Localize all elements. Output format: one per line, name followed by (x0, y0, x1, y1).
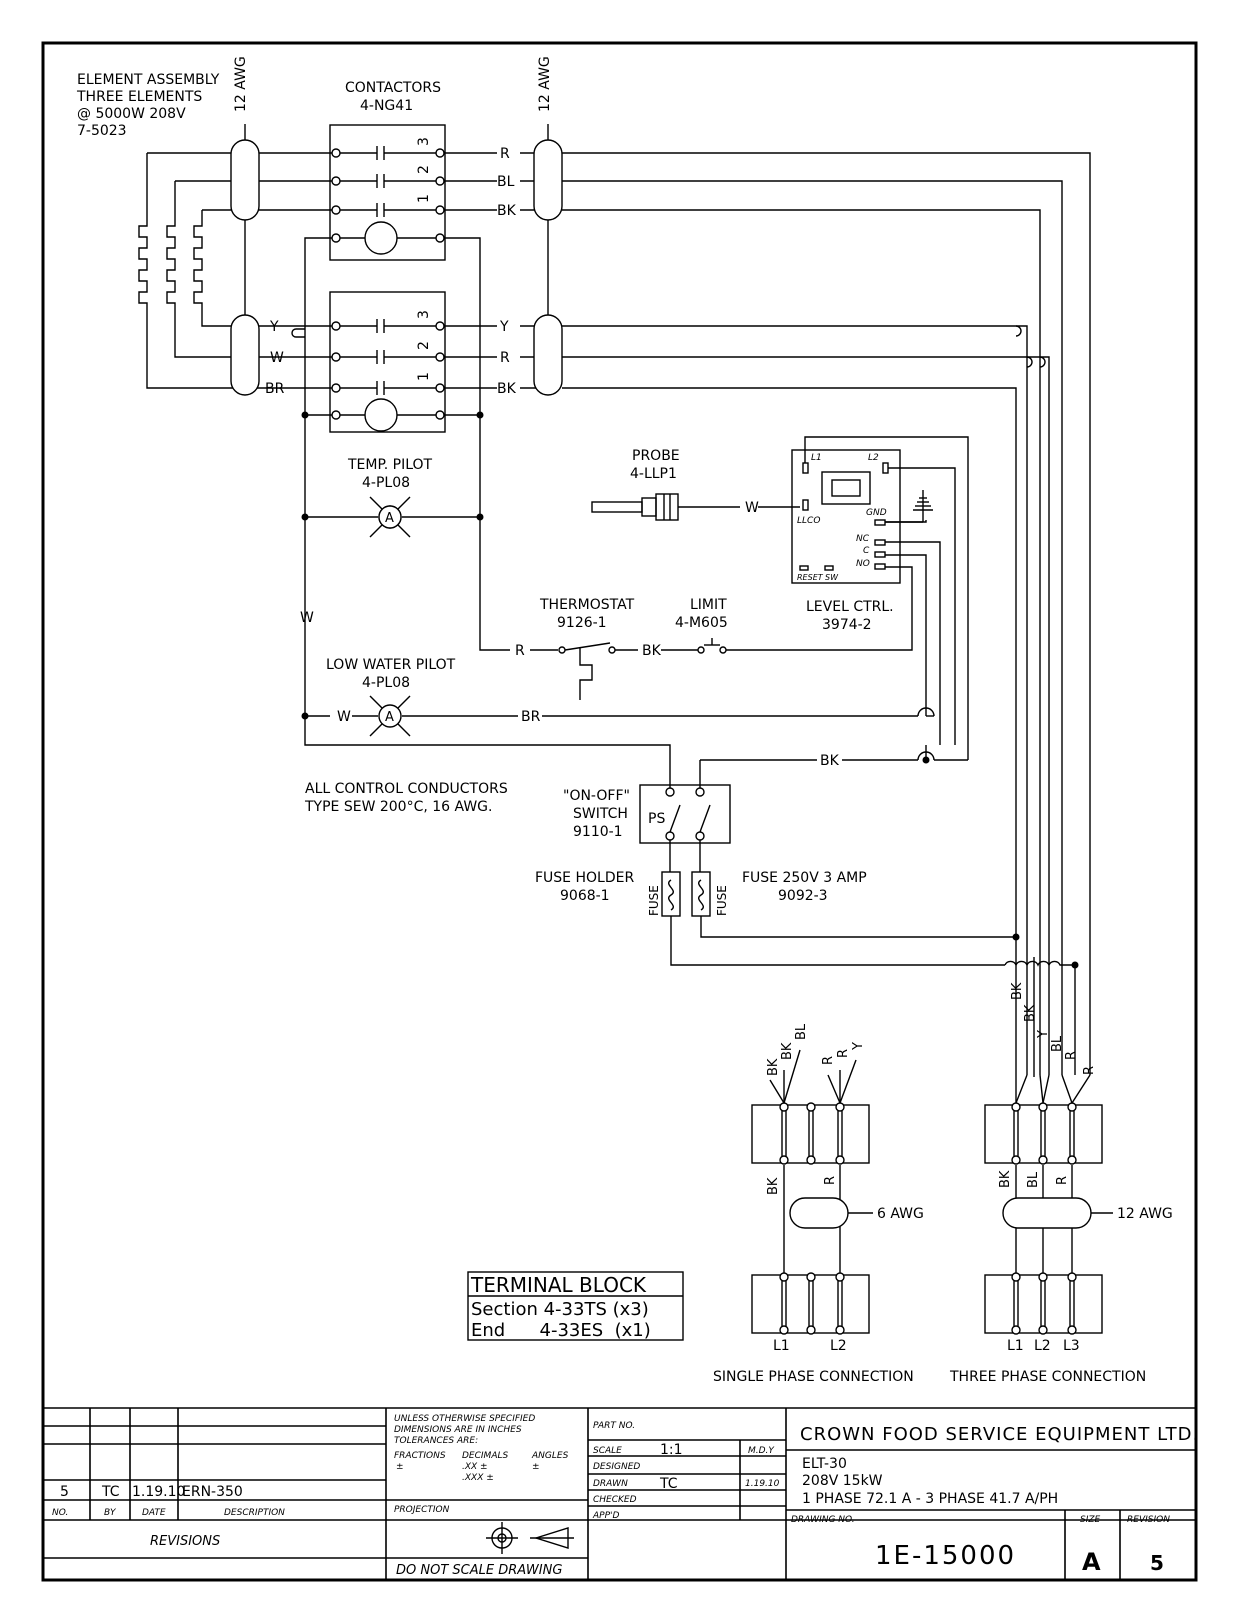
thermostat-switch (530, 638, 726, 700)
svg-text:Y: Y (1036, 1030, 1051, 1038)
svg-text:R: R (821, 1055, 836, 1065)
element-assembly-label (76, 72, 220, 139)
svg-text:L3: L3 (1063, 1338, 1080, 1354)
svg-text:BK: BK (497, 203, 516, 219)
junction-dots-right (1013, 934, 1079, 969)
svg-text:9126-1: 9126-1 (557, 615, 607, 631)
svg-text:L1: L1 (773, 1338, 790, 1354)
svg-text:BR: BR (521, 709, 541, 725)
svg-text:ELT-30: ELT-30 (802, 1456, 847, 1472)
svg-text:1: 1 (416, 372, 432, 381)
svg-text:9110-1: 9110-1 (573, 824, 623, 840)
svg-text:4-M605: 4-M605 (675, 615, 728, 631)
temp-pilot-letter: A (385, 511, 394, 526)
svg-text:PROJECTION: PROJECTION (394, 1505, 450, 1515)
svg-text:L2: L2 (868, 453, 879, 463)
svg-text:7-5023: 7-5023 (77, 123, 127, 139)
contactor-lower-numbers (416, 310, 432, 381)
thermostat-wire-labels (515, 643, 662, 659)
svg-text:DESIGNED: DESIGNED (593, 1462, 641, 1472)
svg-text:4-NG41: 4-NG41 (360, 98, 414, 114)
svg-text:LIMIT: LIMIT (690, 597, 727, 613)
svg-text:12 AWG: 12 AWG (1117, 1206, 1173, 1222)
svg-text:6 AWG: 6 AWG (877, 1206, 924, 1222)
single-phase-title: SINGLE PHASE CONNECTION (713, 1369, 914, 1385)
svg-text:LOW WATER PILOT: LOW WATER PILOT (326, 657, 456, 673)
svg-text:SCALE: SCALE (593, 1446, 622, 1456)
cable-bundle-left (231, 124, 259, 395)
svg-text:9092-3: 9092-3 (778, 888, 828, 904)
svg-text:1.19.10: 1.19.10 (132, 1484, 186, 1500)
svg-text:CONTACTORS: CONTACTORS (345, 80, 442, 96)
svg-text:5: 5 (1150, 1551, 1164, 1575)
contactors-label (345, 80, 441, 114)
svg-text:R: R (1064, 1050, 1079, 1060)
svg-text:ANGLES: ANGLES (532, 1451, 569, 1461)
on-off-switch (640, 785, 730, 872)
svg-text:SIZE: SIZE (1080, 1515, 1101, 1525)
svg-text:R: R (515, 643, 525, 659)
fuse-words (647, 885, 729, 916)
svg-text:3: 3 (416, 310, 432, 319)
svg-text:±: ± (396, 1462, 404, 1472)
svg-text:1: 1 (416, 194, 432, 203)
svg-text:DATE: DATE (142, 1508, 166, 1518)
svg-text:L2: L2 (1034, 1338, 1051, 1354)
svg-text:PROBE: PROBE (632, 448, 680, 464)
tolerance-note (394, 1414, 569, 1578)
svg-text:@ 5000W 208V: @ 5000W 208V (77, 106, 186, 122)
supply-wire-label-bk: BK (820, 753, 839, 769)
junction-dot-bk (923, 757, 930, 764)
svg-text:CHECKED: CHECKED (593, 1495, 637, 1505)
svg-text:TC: TC (102, 1484, 120, 1500)
svg-text:BK: BK (1023, 1004, 1038, 1022)
svg-text:BL: BL (497, 174, 515, 190)
svg-text:1 PHASE 72.1 A - 3 PHASE 41.7: 1 PHASE 72.1 A - 3 PHASE 41.7 A/PH (802, 1491, 1059, 1507)
svg-text:C: C (863, 546, 870, 556)
svg-text:DECIMALS: DECIMALS (462, 1451, 509, 1461)
contactor-output-labels (497, 146, 517, 397)
feeder-wires (562, 153, 1090, 1077)
svg-text:DRAWING NO.: DRAWING NO. (791, 1515, 855, 1525)
cable-bundle-right (534, 124, 562, 395)
fuse-holder-label (535, 870, 634, 904)
svg-text:R: R (823, 1175, 838, 1185)
limit-label (675, 597, 728, 631)
three-phase-title: THREE PHASE CONNECTION (950, 1369, 1147, 1385)
svg-text:Section 4-33TS (x3): Section 4-33TS (x3) (471, 1299, 649, 1320)
low-water-wire-labels (337, 709, 541, 725)
svg-text:Y: Y (851, 1042, 866, 1050)
contactor-upper-numbers (416, 137, 432, 203)
svg-text:ALL CONTROL CONDUCTORS: ALL CONTROL CONDUCTORS (305, 781, 508, 797)
svg-text:FUSE: FUSE (715, 885, 729, 916)
svg-text:THREE ELEMENTS: THREE ELEMENTS (77, 89, 203, 105)
svg-text:BK: BK (766, 1058, 781, 1076)
svg-text:2: 2 (416, 165, 432, 174)
svg-text:NO.: NO. (52, 1508, 69, 1518)
probe-wire-label: W (745, 500, 759, 516)
svg-text:4-PL08: 4-PL08 (362, 475, 411, 491)
svg-text:TERMINAL BLOCK: TERMINAL BLOCK (471, 1273, 647, 1297)
probe-label (630, 448, 680, 482)
thermostat-label (539, 597, 635, 631)
svg-text:5: 5 (60, 1484, 69, 1500)
svg-text:SWITCH: SWITCH (573, 806, 628, 822)
svg-text:.XX ±: .XX ± (462, 1462, 488, 1472)
svg-text:End 4-33ES (x1): End 4-33ES (x1) (471, 1320, 651, 1341)
svg-text:UNLESS OTHERWISE SPECIFIED: UNLESS OTHERWISE SPECIFIED (394, 1414, 536, 1424)
temp-pilot-label (347, 457, 433, 491)
svg-text:±: ± (532, 1462, 540, 1472)
svg-text:1.19.10: 1.19.10 (745, 1479, 780, 1489)
svg-text:LEVEL CTRL.: LEVEL CTRL. (806, 599, 894, 615)
control-note (304, 781, 508, 815)
svg-text:BL: BL (1026, 1171, 1041, 1188)
level-control-label (806, 599, 894, 633)
low-water-pilot-label (326, 657, 456, 691)
svg-text:Y: Y (500, 319, 509, 335)
svg-text:"ON-OFF": "ON-OFF" (563, 788, 630, 804)
svg-text:TYPE SEW 200°C, 16 AWG.: TYPE SEW 200°C, 16 AWG. (305, 799, 493, 815)
svg-text:NC: NC (856, 534, 870, 544)
svg-text:9068-1: 9068-1 (560, 888, 610, 904)
svg-text:FUSE: FUSE (647, 885, 661, 916)
svg-text:TC: TC (660, 1476, 678, 1492)
svg-text:BK: BK (642, 643, 661, 659)
svg-text:BK: BK (1010, 982, 1025, 1000)
switch-ps-label: PS (648, 811, 666, 827)
svg-text:BL: BL (1050, 1035, 1065, 1052)
svg-text:L2: L2 (830, 1338, 847, 1354)
svg-text:TOLERANCES ARE:: TOLERANCES ARE: (394, 1436, 479, 1446)
svg-text:Y: Y (270, 319, 279, 335)
svg-text:DO NOT SCALE DRAWING: DO NOT SCALE DRAWING (396, 1563, 563, 1578)
svg-text:GND: GND (866, 508, 887, 518)
svg-text:FUSE HOLDER: FUSE HOLDER (535, 870, 635, 886)
svg-text:A: A (1082, 1548, 1101, 1576)
svg-text:DRAWN: DRAWN (593, 1479, 628, 1489)
svg-text:PART NO.: PART NO. (593, 1421, 636, 1431)
svg-text:FRACTIONS: FRACTIONS (394, 1451, 446, 1461)
level-control-ground-icon (885, 490, 933, 522)
svg-text:1:1: 1:1 (660, 1442, 683, 1458)
on-off-switch-label (563, 788, 630, 840)
gauge-label-left: 12 AWG (233, 56, 249, 112)
contactor-output-wires (444, 153, 548, 388)
revision-table (52, 1484, 285, 1549)
svg-text:BK: BK (998, 1170, 1013, 1188)
svg-text:BL: BL (794, 1023, 809, 1040)
svg-text:M.D.Y: M.D.Y (748, 1446, 774, 1456)
svg-text:4-LLP1: 4-LLP1 (630, 466, 677, 482)
svg-text:R: R (1055, 1175, 1070, 1185)
terminal-block-legend-text (470, 1273, 651, 1341)
company-block (791, 1424, 1199, 1576)
svg-text:SW: SW (825, 573, 838, 582)
svg-text:L1: L1 (811, 453, 822, 463)
svg-text:THERMOSTAT: THERMOSTAT (540, 597, 635, 613)
svg-text:LLCO: LLCO (797, 516, 821, 526)
svg-text:REVISION: REVISION (1127, 1515, 1170, 1525)
svg-text:FUSE 250V 3 AMP: FUSE 250V 3 AMP (742, 870, 867, 886)
svg-text:BR: BR (265, 381, 285, 397)
company-name: CROWN FOOD SERVICE EQUIPMENT LTD. (800, 1424, 1200, 1445)
svg-text:RESET: RESET (797, 573, 823, 582)
svg-text:L1: L1 (1007, 1338, 1024, 1354)
svg-text:R: R (500, 350, 510, 366)
svg-text:DESCRIPTION: DESCRIPTION (224, 1508, 285, 1518)
svg-text:BY: BY (104, 1508, 116, 1518)
svg-text:R: R (1082, 1065, 1097, 1075)
svg-text:.XXX ±: .XXX ± (462, 1473, 494, 1483)
fuse-rating-label (742, 870, 867, 904)
lower-left-wire-labels (265, 319, 285, 397)
svg-text:DIMENSIONS ARE IN INCHES: DIMENSIONS ARE IN INCHES (394, 1425, 522, 1435)
svg-text:R: R (836, 1048, 851, 1058)
svg-text:3974-2: 3974-2 (822, 617, 872, 633)
svg-text:W: W (270, 350, 284, 366)
wire-label-w-vertical: W (300, 610, 314, 626)
svg-text:REVISIONS: REVISIONS (150, 1534, 221, 1549)
projection-symbol-icon (486, 1522, 574, 1554)
svg-text:3: 3 (416, 137, 432, 146)
svg-text:W: W (337, 709, 351, 725)
svg-text:208V 15kW: 208V 15kW (802, 1473, 883, 1489)
single-phase-wire-labels (766, 1023, 924, 1354)
svg-text:NO: NO (856, 559, 870, 569)
svg-text:BK: BK (497, 381, 516, 397)
svg-text:ERN-350: ERN-350 (182, 1484, 243, 1500)
svg-text:BK: BK (780, 1042, 795, 1060)
svg-text:ELEMENT ASSEMBLY: ELEMENT ASSEMBLY (77, 72, 220, 88)
low-water-pilot-lamp (305, 696, 934, 736)
low-water-pilot-letter: A (385, 710, 394, 725)
svg-text:BK: BK (766, 1177, 781, 1195)
three-phase-wire-labels (998, 982, 1173, 1354)
drawing-number: 1E-15000 (875, 1541, 1017, 1571)
three-phase-connection (985, 1075, 1113, 1334)
svg-text:R: R (500, 146, 510, 162)
probe-icon (592, 494, 800, 520)
svg-text:APP'D: APP'D (593, 1511, 620, 1521)
svg-text:4-PL08: 4-PL08 (362, 675, 411, 691)
svg-text:TEMP. PILOT: TEMP. PILOT (348, 457, 433, 473)
svg-text:2: 2 (416, 341, 432, 350)
gauge-label-right: 12 AWG (537, 56, 553, 112)
